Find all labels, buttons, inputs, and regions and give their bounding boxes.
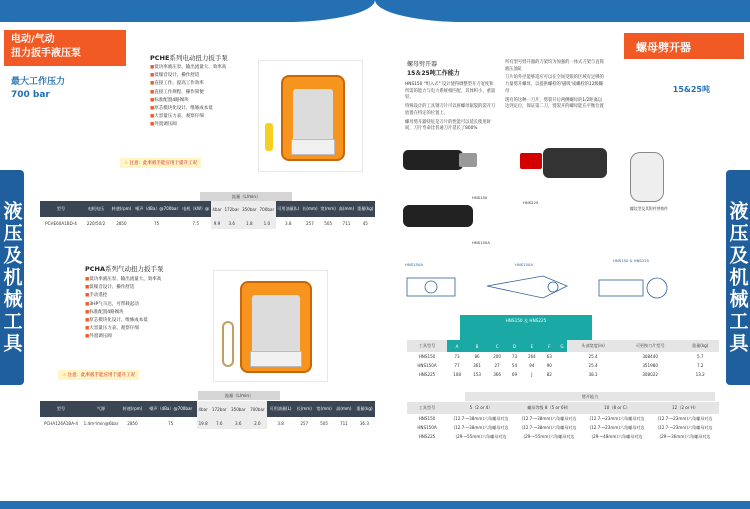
table-header-cell: 700bar — [248, 401, 267, 417]
table-header-cell: 5（2 or 4） — [447, 402, 515, 414]
table-cell: 1.4m³/min@6bar — [83, 420, 119, 426]
table-header-cell: F — [542, 340, 557, 352]
table-header-cell: 工具型号 — [407, 340, 447, 352]
table-cell: HNS150 — [418, 354, 436, 359]
table-header-cell: 可更换刀片型号 — [619, 340, 682, 352]
table-cell: 94 — [529, 363, 535, 368]
nut-splitter-subtitle — [407, 60, 460, 78]
table-cell: 19.8 — [197, 417, 210, 429]
left-side-band — [0, 170, 24, 385]
table-cell: (12.7-~23mm)六角螺母对边 — [657, 424, 713, 430]
table-cell: 73 — [454, 354, 460, 359]
hns150a-diagram-2 — [483, 268, 573, 308]
hns150a-diagram-1 — [403, 268, 463, 308]
table-cell: (12.7-~23mm)六角螺母对边 — [589, 415, 645, 421]
table-header-cell: 350bar — [229, 401, 248, 417]
pche-title — [150, 53, 228, 62]
table-header-cell: G — [557, 340, 568, 352]
pche-title-bold: PCHE — [150, 54, 170, 62]
list-item: ■ 3HP气马达，可带载起动 — [85, 301, 161, 309]
table-cell: 2850 — [116, 220, 127, 226]
table-header-cell: 12（2 or H） — [651, 402, 719, 414]
paragraph: 螺母劈开器特征是刀片的性能可以延长使用时间，刀片寿命比普通刀片延长了800% — [405, 119, 491, 132]
table-cell: (12.7-~23mm)六角螺母对边 — [657, 415, 713, 421]
max-pressure-line1: 最大工作压力 — [11, 77, 66, 87]
right-title-box — [624, 33, 744, 59]
table-cell — [557, 361, 568, 370]
right-title: 螺母劈开器 — [636, 41, 691, 54]
list-item: ■ 手动遥控 — [85, 292, 161, 300]
table-cell: 75 — [168, 420, 174, 426]
pcha-warning — [58, 370, 139, 380]
table-header-cell: 宽(mm) — [314, 401, 334, 417]
list-item: ■ 直接工作规程、操作简便 — [150, 89, 226, 97]
bottom-blue-band — [375, 501, 750, 509]
hns225-red-cylinder — [520, 153, 542, 169]
table-cell: 505 — [320, 420, 328, 426]
table-header-row — [40, 201, 375, 217]
left-side-text: 液压及机械工具 — [0, 200, 23, 355]
table-cell: 9.9 — [211, 217, 223, 229]
table-cell: 3.6 — [229, 417, 248, 429]
table-cell: 2850 — [127, 420, 138, 426]
table-cell: 220/50/2 — [86, 220, 106, 226]
table-cell: 366 — [493, 372, 502, 377]
list-item: ■ 低功率液压泵、输出流量大、效率高 — [150, 64, 226, 72]
table-row — [40, 217, 375, 229]
table-header-cell: 350bar — [241, 201, 259, 217]
max-pressure-label — [11, 76, 65, 102]
paragraph: 所有型号劈开器的刀架均为加强的一体式刀架与直筒液压油缸 — [505, 60, 604, 72]
table-cell: 13.2 — [695, 372, 705, 377]
table-cell: (12.7-~23mm)六角螺母对边 — [589, 424, 645, 430]
pcha-spec-table — [40, 401, 375, 429]
table-cell: 351980 — [642, 363, 658, 368]
table-cell: 361 — [473, 363, 481, 368]
table-header-cell: 4bar — [197, 401, 210, 417]
pcha-title — [85, 264, 164, 273]
table-cell: 5.7 — [696, 354, 704, 359]
list-item: ■ 原芯模块化设计、维修成本低 — [150, 105, 226, 113]
list-item: ■ 直接工作、提高工作效率 — [150, 80, 226, 88]
table-header-cell: C — [487, 340, 507, 352]
table-header-cell: 转速(rpm) — [110, 201, 133, 217]
table-cell: J — [531, 372, 533, 377]
table-cell: 308440 — [642, 354, 658, 359]
list-item: ■ 标准配置4路阀块 — [150, 97, 226, 105]
table-header-cell: 电机电压 — [82, 201, 110, 217]
table-cell: 86 — [474, 354, 480, 359]
table-cell: 7.6 — [210, 417, 229, 429]
table-cell: 264 — [527, 354, 536, 359]
table-row — [407, 432, 719, 441]
pche-warning — [120, 158, 201, 168]
table-cell — [557, 352, 568, 361]
table-cell: (29-~55mm)六角螺母对边 — [523, 433, 575, 439]
pche-spec-table — [40, 201, 375, 229]
table-cell: 2.0 — [248, 417, 267, 429]
table-cell: 75 — [154, 220, 160, 226]
pcha-air-hose — [222, 321, 234, 367]
table-cell: 82 — [546, 372, 552, 377]
table-header-cell: 型号 — [40, 201, 82, 217]
table-cell: HNS150A — [417, 363, 437, 368]
list-item: ■ 低噪音设计、操作舒适 — [150, 72, 226, 80]
header-title-line2: 扭力扳手液压泵 — [11, 48, 81, 59]
table-cell: 54 — [511, 363, 518, 368]
table-cell: 711 — [339, 420, 348, 426]
table-row — [407, 352, 719, 361]
table-cell: 153 — [473, 372, 481, 377]
diagram-label: HNS150 & HNS225 — [613, 258, 650, 263]
table-row — [407, 414, 719, 423]
hns150a-label: HNS150A — [472, 240, 490, 245]
table-cell: 73 — [511, 354, 518, 359]
hns150-label: HNS150 — [472, 195, 488, 200]
dimension-table — [407, 340, 719, 379]
table-cell: 505 — [324, 220, 333, 226]
table-cell: 1.8 — [241, 217, 259, 229]
table-header-cell: E — [522, 340, 542, 352]
table-header-cell: 型号 — [40, 401, 82, 417]
diagram-label: HNS150A — [515, 262, 533, 267]
table-cell: 7.5 — [192, 220, 199, 226]
description-right — [505, 60, 605, 113]
table-cell: 711 — [342, 220, 351, 226]
table-header-cell: 4bar — [211, 201, 223, 217]
table-header-cell: 可用油量(L) — [267, 401, 294, 417]
table-header-cell: 长(mm) — [294, 401, 314, 417]
table-row — [40, 417, 375, 429]
table-cell: 45 — [362, 220, 368, 226]
list-item: ■ 标准配置4路阀块 — [85, 309, 161, 317]
hns150-225-diagram — [595, 266, 675, 310]
list-item: ■ 大容量压力表、观察仔细 — [85, 325, 161, 333]
top-blue-band — [0, 0, 375, 22]
table-header-cell: 头部宽度(in) — [567, 340, 619, 352]
pcha-title-bold: PCHA — [85, 265, 106, 273]
table-header-row — [407, 402, 719, 414]
table-cell: HNS225 — [418, 434, 436, 439]
table-header-cell: 长(mm) — [301, 201, 319, 217]
table-cell: (29-~48mm)六角螺母对边 — [591, 433, 643, 439]
table-header-cell: 转速(rpm) — [120, 401, 145, 417]
table-cell: (29-~55mm)六角螺母对边 — [455, 433, 507, 439]
table-row — [407, 423, 719, 432]
capacity-header: 劈开能力 — [465, 392, 715, 401]
hns225-label: HNS225 — [523, 200, 539, 205]
list-item: ■ 外置调压阀 — [150, 121, 226, 129]
pche-remote-pendant — [265, 123, 273, 151]
pcha-flow-header: 流量（L/min） — [198, 391, 280, 400]
table-cell: (29-~36mm)六角螺母对边 — [659, 433, 711, 439]
table-header-cell: 电机（kW）@ — [180, 201, 211, 217]
table-cell: 63 — [546, 354, 552, 359]
table-cell: 69 — [511, 372, 518, 377]
table-header-cell: 重量(kg) — [356, 201, 375, 217]
header-title-line1: 电动/气动 — [11, 34, 55, 45]
table-cell: 257 — [300, 420, 309, 426]
table-cell: 257 — [306, 220, 314, 226]
description-left — [405, 82, 497, 135]
top-blue-band — [375, 0, 750, 22]
nut-splitter-subtitle-line2: 15＆25吨工作能力 — [407, 70, 460, 77]
bottom-blue-band — [0, 501, 375, 509]
dim-table-model-header: HNS150 及 HNS225 — [460, 315, 592, 340]
table-cell: 25.4 — [588, 363, 598, 368]
header-title-box — [4, 30, 126, 66]
list-item: ■ 外置调压阀 — [85, 333, 161, 341]
table-header-cell: 172bar — [223, 201, 241, 217]
table-cell: PCHE60A1BD-4 — [45, 220, 77, 226]
table-header-cell: 10（8 or C） — [583, 402, 651, 414]
hns150-tool-image — [403, 150, 463, 170]
list-item: ■ 大容量压力表、观察仔细 — [150, 113, 226, 121]
table-header-cell: 700bar — [258, 201, 276, 217]
table-header-cell: 重量(kg) — [681, 340, 719, 352]
capacity-table — [407, 402, 719, 441]
pcha-feature-list — [85, 276, 161, 342]
max-pressure-line2: 700 bar — [11, 90, 50, 100]
table-header-cell: 螺母等级 8（5 or 6H） — [515, 402, 583, 414]
paragraph: 特殊设计的工具钢刀片可以将螺母锯裂的裂开刀放置在特定的位置上。 — [405, 104, 496, 116]
table-header-cell: 172bar — [210, 401, 229, 417]
paragraph: 现有的这种一刀片，劈裂开后两侧螺母的1/2距离以达到定位，保证第二刀，劈裂开的螺母能在平衡位置 — [505, 97, 604, 110]
table-header-cell: 高(mm) — [334, 401, 354, 417]
table-cell: (12.7-~38mm)六角螺母对边 — [453, 415, 509, 421]
table-cell: 25.4 — [588, 354, 598, 359]
pche-title-rest: 系列电动扭力扳手泵 — [169, 54, 228, 62]
table-cell: 36.3 — [359, 420, 369, 426]
table-header-cell: 气源 — [82, 401, 120, 417]
pche-flow-header: 流量（L/min） — [200, 192, 292, 201]
pcha-photo-frame — [213, 270, 328, 382]
table-header-cell: 噪声（dBa）@700bar — [133, 201, 181, 217]
table-header-cell: A — [447, 340, 467, 352]
right-side-text: 液压及机械工具 — [726, 200, 749, 355]
table-cell: 38.1 — [588, 372, 598, 377]
pcha-warning-text: 注意：此率扳手能应用于提升工况 — [67, 373, 135, 378]
pche-feature-list — [150, 64, 226, 130]
insert-caption: 螺纹型及其附件替换件 — [630, 206, 668, 211]
pche-warning-text: 注意：此率扳手能应用于提升工况 — [129, 161, 197, 166]
list-item: ■ 低噪音设计、操作舒适 — [85, 284, 161, 292]
table-cell: (12.7-~38mm)六角螺母对边 — [521, 424, 577, 430]
diagram-label: HNS150A — [405, 262, 423, 267]
table-cell: 7.2 — [696, 363, 704, 368]
table-cell: 1.0 — [258, 217, 276, 229]
pche-pump-image — [281, 75, 345, 161]
pcha-pump-image — [240, 281, 312, 373]
hns225-tool-image — [543, 148, 607, 178]
table-header-cell: 工具型号 — [407, 402, 447, 414]
table-cell — [557, 370, 568, 379]
paragraph: HNS150 "组入式" 设计使得调整型开刀宽度和所需的能力与电力系统相匹配，其体积小，重量轻。 — [405, 82, 496, 101]
warning-icon: ⚠ — [62, 373, 67, 378]
table-header-cell: D — [507, 340, 522, 352]
table-header-row — [407, 340, 719, 352]
table-header-cell: 高(mm) — [337, 201, 355, 217]
table-cell: 3.8 — [277, 420, 284, 426]
table-cell: HNS150 — [418, 416, 436, 421]
table-row — [407, 361, 719, 370]
list-item: ■ 原芯模块化设计、维修成本低 — [85, 317, 161, 325]
table-header-row — [40, 401, 375, 417]
table-cell: 90 — [546, 363, 552, 368]
nut-splitter-subtitle-line1: 螺母劈开器 — [407, 61, 438, 68]
right-tonnage: 15&25吨 — [672, 85, 710, 94]
table-row — [407, 370, 719, 379]
table-cell: PCHA126A1BA-4 — [43, 420, 79, 426]
table-cell: 200 — [493, 354, 502, 359]
table-header-cell: 噪声（dBa）@700bar — [145, 401, 197, 417]
table-cell: (12.7-~38mm)六角螺母对边 — [521, 415, 577, 421]
table-cell: HNS150A — [417, 425, 437, 430]
table-cell: 108 — [453, 372, 461, 377]
table-cell: 308022 — [642, 372, 658, 377]
insert-tool-image — [630, 152, 664, 202]
list-item: ■ 低功率液压泵、输出流量大、效率高 — [85, 276, 161, 284]
pcha-title-rest: 系列气动扭力扳手泵 — [105, 265, 164, 273]
table-header-cell: B — [467, 340, 487, 352]
paragraph: 刀片的外径能够适应可以在空间受限的区域有足够的力量劈开螺母，以提供螺栓的'磁吸'成螺栓的12级螺母 — [505, 75, 604, 94]
table-cell: HNS225 — [418, 372, 436, 377]
table-cell: 3.8 — [284, 220, 292, 226]
warning-icon: ⚠ — [124, 161, 129, 166]
table-cell: 77 — [454, 363, 460, 368]
table-header-cell: 可用油量(L) — [276, 201, 301, 217]
pche-photo-frame — [258, 60, 363, 172]
table-cell: (12.7-~38mm)六角螺母对边 — [453, 424, 509, 430]
table-header-cell: 重量(kg) — [354, 401, 375, 417]
table-cell: 3.6 — [223, 217, 241, 229]
right-side-band — [726, 170, 750, 385]
right-page — [375, 0, 750, 509]
table-cell: 27 — [494, 363, 500, 368]
table-header-cell: 宽(mm) — [319, 201, 337, 217]
hns150a-tool-image — [403, 205, 473, 227]
